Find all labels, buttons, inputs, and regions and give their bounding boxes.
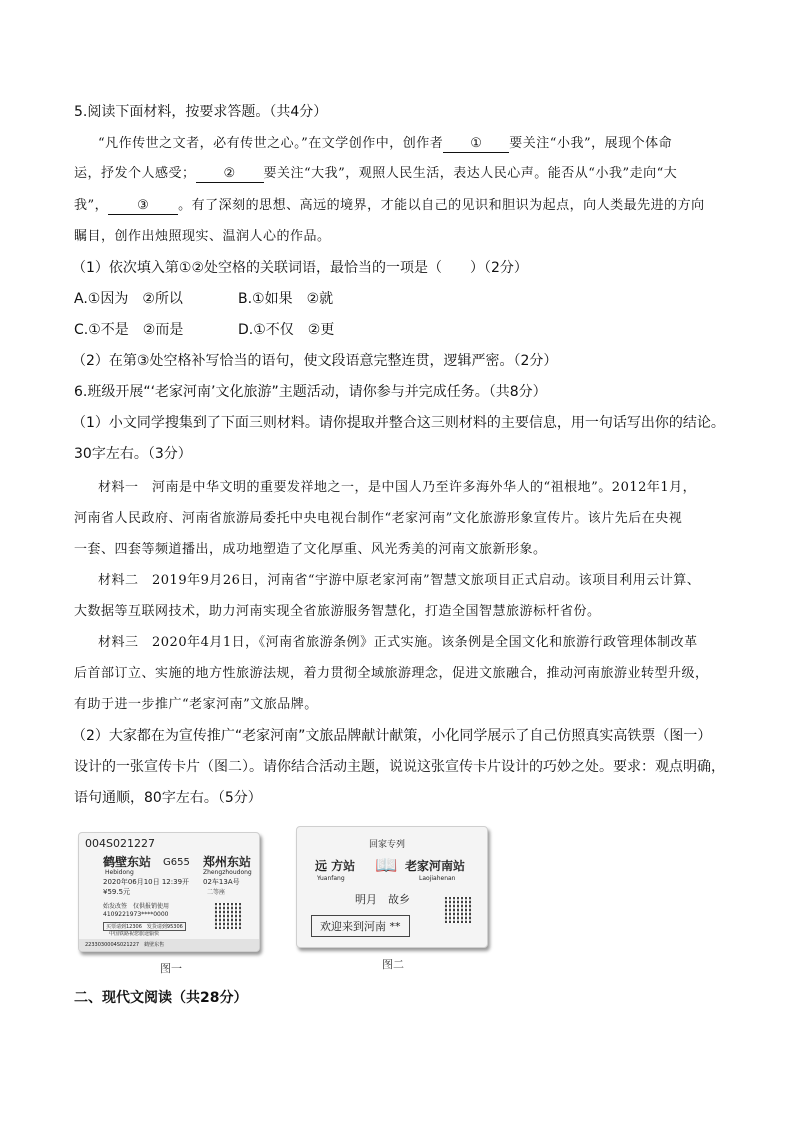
q6-sub1-line-1: （1）小文同学搜集到了下面三则材料。请你提取并整合这三则材料的主要信息，用一句话写出你的结论。: [72, 415, 725, 431]
q5-sub2: （2）在第③处空格补写恰当的语句，使文段语意完整连贯，逻辑严密。（2分）: [72, 353, 558, 369]
passage-text: 我”，: [74, 198, 109, 213]
section-heading: 二、现代文阅读（共28分）: [74, 990, 248, 1006]
q6-sub1-line-2: 30字左右。（3分）: [74, 446, 192, 462]
book-icon: 📖: [375, 855, 398, 876]
option-c: C.①不是 ②而是: [74, 322, 184, 338]
material-3-line-3: 有助于进一步推广“老家河南”文旅品牌。: [74, 697, 318, 712]
q6-sub2-line-1: （2）大家都在为宣传推广“老家河南”文旅品牌献计献策，小化同学展示了自己仿照真实高铁票（图一）: [72, 728, 712, 744]
ticket-box-line-1: 买票请到12306 发货请到95306: [103, 922, 186, 931]
ticket-image-2: [296, 826, 488, 948]
passage-text: 运，抒发个人感受；: [74, 166, 196, 181]
passage-text: “凡作传世之文者，必有传世之心。”在文学创作中，创作者: [98, 136, 444, 151]
passage-text: 。有了深刻的思想、高远的境界，才能以自己的见识和胆识为起点，向人类最先进的方向: [178, 198, 705, 213]
blank-1: ①: [443, 136, 509, 153]
blank-2: ②: [196, 166, 264, 183]
q5-passage-line-4: 瞩目，创作出烛照现实、温润人心的作品。: [74, 229, 331, 244]
q5-stem: 5.阅读下面材料，按要求答题。（共4分）: [74, 104, 328, 120]
q5-sub1: （1）依次填入第①②处空格的关联词语，最恰当的一项是（ ）（2分）: [72, 260, 528, 276]
material-3-line-1: 材料三 2020年4月1日，《河南省旅游条例》正式实施。该条例是全国文化和旅游行政管理体制改革: [98, 635, 698, 650]
material-3-line-2: 后首部订立、实施的地方性旅游法规，着力贯彻全域旅游理念，促进文旅融合，推动河南旅游业转型升级，: [74, 666, 709, 681]
ticket-barcode-strip: [79, 939, 260, 951]
option-b: B.①如果 ②就: [238, 291, 334, 307]
ticket-office: 鹤壁东售: [144, 942, 165, 948]
q5-passage-line-1: [98, 134, 672, 154]
material-1-line-1: 材料一 河南是中华文明的重要发祥地之一，是中国人乃至许多海外华人的“祖根地”。2012年1月，: [98, 480, 697, 495]
ticket-price: ¥59.5元: [103, 888, 131, 896]
blank-3: ③: [108, 198, 178, 215]
ticket-from-pinyin: Hebidong: [105, 869, 134, 876]
card-to: 老家河南站: [405, 859, 466, 873]
passage-text: 要关注“大我”，观照人民生活，表达人民心声。能否从“小我”走向“大: [263, 166, 678, 181]
card-header: 回家专列: [369, 840, 406, 850]
qr-code-icon: [445, 897, 471, 923]
material-2-line-2: 大数据等互联网技术，助力河南实现全省旅游服务智慧化，打造全国智慧旅游标杆省份。: [74, 604, 601, 619]
q6-sub2-line-3: 语句通顺，80字左右。（5分）: [74, 790, 262, 806]
ticket-class: 二等座: [207, 889, 226, 896]
q5-passage-line-2: [74, 164, 677, 184]
material-2-line-1: 材料二 2019年9月26日，河南省“宇游中原老家河南”智慧文旅项目正式启动。该项目利用云计算、: [98, 573, 701, 588]
ticket-image-1: [78, 832, 260, 952]
material-1-line-2: 河南省人民政府、河南省旅游局委托中央电视台制作“老家河南”文化旅游形象宣传片。该片先后在央视: [74, 511, 683, 526]
ticket-train: G655: [163, 857, 190, 868]
option-a: A.①因为 ②所以: [74, 291, 183, 307]
q6-stem: 6.班级开展“‘老家河南’文化旅游”主题活动，请你参与并完成任务。（共8分）: [74, 384, 547, 400]
ticket-to-pinyin: Zhengzhoudong: [203, 869, 252, 876]
ticket-barcode: 2233030004S021227: [85, 942, 140, 948]
ticket-date: 2020年06月10日 12:39开: [103, 878, 190, 886]
ticket-seat: 02车13A号: [203, 878, 240, 886]
card-from: 远 方站: [315, 859, 356, 873]
card-from-pinyin: Yuanfang: [317, 875, 345, 882]
card-to-pinyin: Laojiahenan: [419, 875, 456, 882]
q6-sub2-line-2: 设计的一张宣传卡片（图二）。请你结合活动主题，说说这张宣传卡片设计的巧妙之处。要求：观点明确，: [74, 759, 725, 775]
material-1-line-3: 一套、四套等频道播出，成功地塑造了文化厚重、风光秀美的河南文旅新形象。: [74, 542, 547, 557]
ticket-box-line-2: 中国铁路祝您旅途愉快: [109, 931, 160, 937]
option-d: D.①不仅 ②更: [238, 322, 335, 338]
passage-text: 要关注“小我”，展现个体命: [509, 136, 673, 151]
card-words: 明月 故乡: [355, 893, 410, 906]
q5-passage-line-3: [74, 196, 705, 216]
card-welcome: 欢迎来到河南 **: [311, 915, 410, 937]
ticket-serial: 004S021227: [85, 837, 155, 850]
ticket-id: 410922197З****0000: [103, 911, 169, 918]
ticket-to: 郑州东站: [203, 855, 252, 869]
figure-2-caption: 图二: [382, 958, 404, 971]
ticket-note: 始发改签 仅供报销使用: [103, 903, 170, 910]
figure-1-caption: 图一: [160, 962, 182, 975]
qr-code-icon: [215, 903, 241, 929]
ticket-from: 鹤壁东站: [103, 855, 152, 869]
